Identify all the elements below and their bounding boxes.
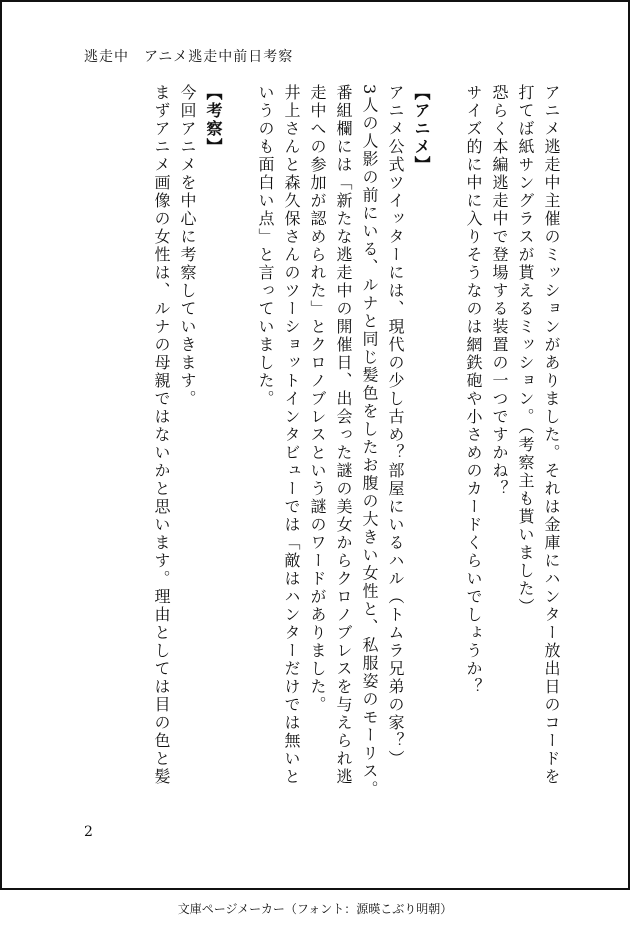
body-line: 番組欄には「新たな逃走中の開催日、出会った謎の美女からクロノブレスを与えられ逃 — [334, 84, 353, 786]
body-line: 井上さんと森久保さんのツーショットインタビューでは「敵はハンターだけでは無いと — [282, 84, 301, 786]
running-header: 逃走中 アニメ逃走中前日考察 — [84, 49, 294, 65]
vertical-body-text — [148, 84, 564, 804]
body-line: アニメ逃走中主催のミッションがありました。それは金庫にハンター放出日のコードを — [542, 84, 561, 786]
body-line: サイズ的に中に入りそうなのは網鉄砲や小さめのカードくらいでしょうか？ — [464, 84, 483, 696]
footer-credit: 文庫ページメーカー（フォント：源暎こぶり明朝） — [177, 902, 453, 916]
section-heading-analysis: 【考察】 — [204, 84, 223, 156]
blank-line — [226, 84, 252, 804]
body-line: 恐らく本編逃走中で登場する装置の一つですかね？ — [490, 84, 509, 498]
body-line: まずアニメ画像の女性は、ルナの母親ではないかと思います。理由としては目の色と髪 — [152, 84, 171, 786]
body-line: アニメ公式ツイッターには、現代の少し古め？部屋にいるハル（トムラ兄弟の家？） — [386, 84, 405, 768]
body-line: 今回アニメを中心に考察していきます。 — [178, 84, 197, 408]
body-line: 走中への参加が認められた」とクロノブレスという謎のワードがありました。 — [308, 84, 327, 714]
body-line: 打てば紙サングラスが貰えるミッション。（考察主も貰いました） — [516, 84, 535, 616]
blank-line — [434, 84, 460, 804]
body-line: いうのも面白い点」と言っていました。 — [256, 84, 275, 408]
page-number: 2 — [84, 824, 93, 840]
body-line: 3人の人影の前にいる、ルナと同じ髪色をしたお腹の大きい女性と、私服姿のモーリス。 — [360, 84, 379, 799]
section-heading-anime: 【アニメ】 — [412, 84, 431, 174]
